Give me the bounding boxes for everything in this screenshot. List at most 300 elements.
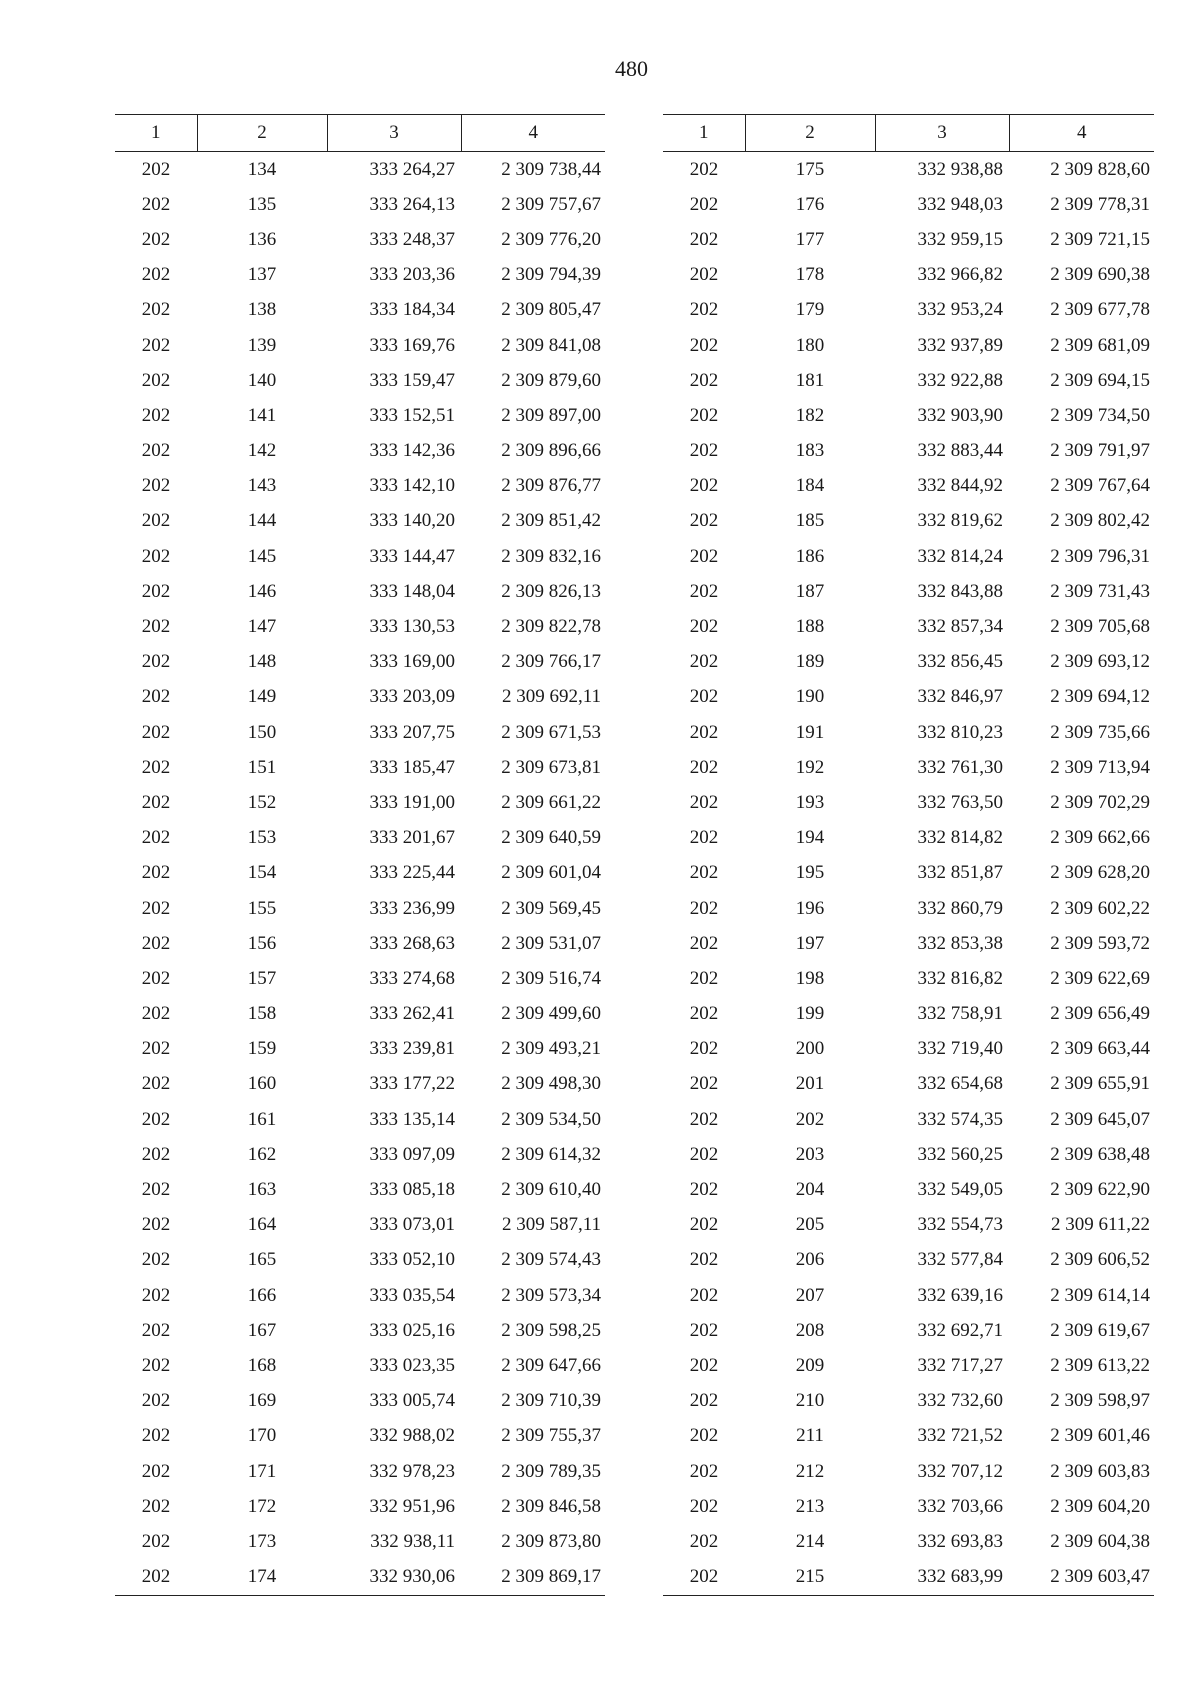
table-cell: 202: [689, 1143, 719, 1165]
table-row: [663, 222, 1154, 257]
table-cell: 143: [247, 475, 277, 497]
table-cell: 202: [141, 1460, 171, 1482]
table-cell: 2 309 755,37: [501, 1425, 601, 1447]
table-cell: 202: [689, 1179, 719, 1201]
table-row: [663, 574, 1154, 609]
table-cell: 171: [247, 1460, 277, 1482]
table-cell: 202: [141, 1108, 171, 1130]
table-cell: 332 693,83: [917, 1530, 1003, 1552]
table-cell: 178: [795, 264, 825, 286]
table-cell: 332 721,52: [917, 1425, 1003, 1447]
table-cell: 183: [795, 440, 825, 462]
column-header: 3: [875, 115, 1009, 152]
table-cell: 332 639,16: [917, 1284, 1003, 1306]
table-row: [663, 187, 1154, 222]
table-row: [663, 821, 1154, 856]
table-cell: 2 309 690,38: [1050, 264, 1150, 286]
table-cell: 2 309 655,91: [1050, 1073, 1150, 1095]
table-cell: 202: [141, 616, 171, 638]
table-cell: 2 309 498,30: [501, 1073, 601, 1095]
table-cell: 138: [247, 299, 277, 321]
table-cell: 333 052,10: [369, 1249, 455, 1271]
table-cell: 197: [795, 932, 825, 954]
table-cell: 2 309 822,78: [501, 616, 601, 638]
table-cell: 159: [247, 1038, 277, 1060]
table-cell: 135: [247, 193, 277, 215]
table-cell: 2 309 693,12: [1050, 651, 1150, 673]
table-cell: 333 262,41: [369, 1003, 455, 1025]
table-row: [663, 152, 1154, 188]
table-cell: 2 309 663,44: [1050, 1038, 1150, 1060]
table-row: [663, 258, 1154, 293]
table-cell: 2 309 622,69: [1050, 967, 1150, 989]
table-cell: 2 309 805,47: [501, 299, 601, 321]
table-cell: 201: [795, 1073, 825, 1095]
table-row: [115, 434, 605, 469]
table-cell: 333 236,99: [369, 897, 455, 919]
table-cell: 157: [247, 967, 277, 989]
table-cell: 2 309 619,67: [1050, 1319, 1150, 1341]
table-cell: 332 851,87: [917, 862, 1003, 884]
table-cell: 2 309 673,81: [501, 756, 601, 778]
table-cell: 2 309 662,66: [1050, 827, 1150, 849]
table-cell: 333 203,09: [369, 686, 455, 708]
table-cell: 333 207,75: [369, 721, 455, 743]
table-cell: 332 717,27: [917, 1354, 1003, 1376]
coordinates-table-left: [115, 114, 605, 1596]
table-row: [663, 1384, 1154, 1419]
table-row: [115, 785, 605, 820]
table-cell: 198: [795, 967, 825, 989]
table-cell: 204: [795, 1179, 825, 1201]
table-cell: 202: [141, 1073, 171, 1095]
table-cell: 202: [141, 1319, 171, 1341]
table-cell: 2 309 692,11: [501, 686, 601, 708]
table-cell: 185: [795, 510, 825, 532]
table-cell: 332 554,73: [917, 1214, 1003, 1236]
table-cell: 190: [795, 686, 825, 708]
table-cell: 202: [689, 404, 719, 426]
table-cell: 202: [689, 580, 719, 602]
table-cell: 202: [689, 1425, 719, 1447]
table-cell: 332 959,15: [917, 228, 1003, 250]
table-cell: 2 309 645,07: [1050, 1108, 1150, 1130]
table-cell: 2 309 604,20: [1050, 1495, 1150, 1517]
table-cell: 187: [795, 580, 825, 602]
table-row: [663, 1102, 1154, 1137]
table-cell: 2 309 796,31: [1050, 545, 1150, 567]
table-cell: 202: [689, 756, 719, 778]
table-cell: 169: [247, 1390, 277, 1412]
table-cell: 2 309 640,59: [501, 827, 601, 849]
table-cell: 202: [141, 193, 171, 215]
table-cell: 2 309 767,64: [1050, 475, 1150, 497]
table-row: [663, 680, 1154, 715]
table-cell: 2 309 896,66: [501, 440, 601, 462]
table-row: [115, 680, 605, 715]
table-cell: 205: [795, 1214, 825, 1236]
table-cell: 162: [247, 1143, 277, 1165]
table-cell: 2 309 869,17: [461, 1560, 605, 1596]
table-cell: 2 309 603,47: [1009, 1560, 1154, 1596]
table-row: [115, 1137, 605, 1172]
table-cell: 202: [141, 1179, 171, 1201]
table-cell: 2 309 598,97: [1050, 1390, 1150, 1412]
table-cell: 200: [795, 1038, 825, 1060]
table-cell: 214: [795, 1530, 825, 1552]
table-cell: 332 819,62: [917, 510, 1003, 532]
table-cell: 156: [247, 932, 277, 954]
table-row: [663, 1067, 1154, 1102]
table-cell: 332 938,88: [917, 158, 1003, 180]
table-cell: 333 264,13: [369, 193, 455, 215]
table-cell: 2 309 601,46: [1050, 1425, 1150, 1447]
table-cell: 332 560,25: [917, 1143, 1003, 1165]
table-cell: 191: [795, 721, 825, 743]
table-cell: 202: [141, 1003, 171, 1025]
table-row: [115, 891, 605, 926]
table-cell: 202: [689, 158, 719, 180]
table-row: [663, 1137, 1154, 1172]
table-cell: 149: [247, 686, 277, 708]
table-cell: 2 309 694,12: [1050, 686, 1150, 708]
table-cell: 2 309 603,83: [1050, 1460, 1150, 1482]
table-cell: 2 309 876,77: [501, 475, 601, 497]
table-cell: 2 309 766,17: [501, 651, 601, 673]
table-row: [115, 1278, 605, 1313]
table-row: [115, 715, 605, 750]
table-cell: 202: [141, 651, 171, 673]
table-cell: 332 853,38: [917, 932, 1003, 954]
coordinates-table-right: [663, 114, 1154, 1596]
table-row: [663, 1208, 1154, 1243]
table-cell: 202: [689, 1214, 719, 1236]
table-cell: 203: [795, 1143, 825, 1165]
table-cell: 163: [247, 1179, 277, 1201]
table-cell: 332 938,11: [370, 1530, 455, 1552]
table-cell: 333 144,47: [369, 545, 455, 567]
table-cell: 332 549,05: [917, 1179, 1003, 1201]
table-cell: 332 978,23: [369, 1460, 455, 1482]
table-cell: 2 309 846,58: [501, 1495, 601, 1517]
table-cell: 142: [247, 440, 277, 462]
table-header-row: [115, 115, 605, 152]
table-row: [115, 961, 605, 996]
table-cell: 188: [795, 616, 825, 638]
table-row: [115, 1032, 605, 1067]
table-cell: 202: [141, 1530, 171, 1552]
table-cell: 160: [247, 1073, 277, 1095]
table-cell: 332 707,12: [917, 1460, 1003, 1482]
table-cell: 202: [689, 475, 719, 497]
table-cell: 333 035,54: [369, 1284, 455, 1306]
table-cell: 332 703,66: [917, 1495, 1003, 1517]
table-cell: 332 953,24: [917, 299, 1003, 321]
table-row: [663, 1419, 1154, 1454]
table-cell: 202: [141, 580, 171, 602]
table-cell: 202: [141, 967, 171, 989]
table-cell: 2 309 735,66: [1050, 721, 1150, 743]
table-row: [115, 187, 605, 222]
table-cell: 202: [689, 1073, 719, 1095]
table-cell: 332 577,84: [917, 1249, 1003, 1271]
table-cell: 2 309 802,42: [1050, 510, 1150, 532]
table-row: [115, 1489, 605, 1524]
column-header: 1: [663, 115, 745, 152]
column-header: 1: [115, 115, 197, 152]
table-cell: 333 268,63: [369, 932, 455, 954]
table-row: [663, 785, 1154, 820]
table-cell: 202: [141, 475, 171, 497]
column-header: 2: [745, 115, 875, 152]
table-cell: 2 309 574,43: [501, 1249, 601, 1271]
table-cell: 136: [247, 228, 277, 250]
table-cell: 202: [141, 932, 171, 954]
table-cell: 206: [795, 1249, 825, 1271]
table-cell: 202: [141, 440, 171, 462]
table-row: [663, 645, 1154, 680]
table-cell: 333 191,00: [369, 791, 455, 813]
table-cell: 2 309 841,08: [501, 334, 601, 356]
table-cell: 2 309 593,72: [1050, 932, 1150, 954]
table-row: [663, 1032, 1154, 1067]
table-cell: 155: [247, 897, 277, 919]
table-cell: 211: [796, 1425, 824, 1447]
table-row: [663, 504, 1154, 539]
table-cell: 2 309 598,25: [501, 1319, 601, 1341]
table-cell: 2 309 613,22: [1050, 1354, 1150, 1376]
table-cell: 202: [689, 193, 719, 215]
table-row: [115, 293, 605, 328]
table-row: [663, 1278, 1154, 1313]
table-row: [115, 926, 605, 961]
table-cell: 202: [689, 1284, 719, 1306]
table-cell: 332 683,99: [875, 1560, 1009, 1596]
table-cell: 333 130,53: [369, 616, 455, 638]
table-cell: 215: [745, 1560, 875, 1596]
table-cell: 333 177,22: [369, 1073, 455, 1095]
table-cell: 186: [795, 545, 825, 567]
table-cell: 168: [247, 1354, 277, 1376]
table-cell: 202: [689, 334, 719, 356]
table-row: [663, 1172, 1154, 1207]
table-cell: 2 309 602,22: [1050, 897, 1150, 919]
table-cell: 332 857,34: [917, 616, 1003, 638]
table-cell: 192: [795, 756, 825, 778]
table-cell: 2 309 606,52: [1050, 1249, 1150, 1271]
table-cell: 333 159,47: [369, 369, 455, 391]
table-cell: 202: [689, 1495, 719, 1517]
column-header: 4: [1009, 115, 1154, 152]
table-cell: 333 148,04: [369, 580, 455, 602]
table-cell: 202: [141, 1354, 171, 1376]
table-row: [663, 750, 1154, 785]
table-cell: 148: [247, 651, 277, 673]
table-cell: 2 309 573,34: [501, 1284, 601, 1306]
table-cell: 2 309 832,16: [501, 545, 601, 567]
table-cell: 174: [197, 1560, 327, 1596]
table-cell: 332 988,02: [369, 1425, 455, 1447]
table-row: [663, 434, 1154, 469]
table-cell: 166: [247, 1284, 277, 1306]
table-cell: 212: [795, 1460, 825, 1482]
table-cell: 2 309 873,80: [501, 1530, 601, 1552]
table-cell: 333 135,14: [369, 1108, 455, 1130]
table-row: [663, 961, 1154, 996]
table-row: [115, 645, 605, 680]
table-cell: 202: [141, 264, 171, 286]
table-row: [663, 715, 1154, 750]
table-row: [115, 1560, 605, 1596]
table-cell: 332 922,88: [917, 369, 1003, 391]
table-cell: 202: [141, 1284, 171, 1306]
table-row: [115, 856, 605, 891]
table-cell: 202: [689, 932, 719, 954]
table-cell: 333 142,10: [369, 475, 455, 497]
table-cell: 167: [247, 1319, 277, 1341]
table-cell: 2 309 879,60: [501, 369, 601, 391]
table-cell: 2 309 789,35: [501, 1460, 601, 1482]
table-cell: 332 574,35: [917, 1108, 1003, 1130]
table-cell: 2 309 531,07: [501, 932, 601, 954]
table-cell: 333 023,35: [369, 1354, 455, 1376]
table-cell: 207: [795, 1284, 825, 1306]
table-row: [115, 539, 605, 574]
table-body-left: [115, 152, 605, 1596]
table-cell: 2 309 721,15: [1050, 228, 1150, 250]
table-cell: 202: [141, 1390, 171, 1412]
table-cell: 151: [247, 756, 277, 778]
table-cell: 2 309 710,39: [501, 1390, 601, 1412]
table-cell: 202: [663, 1560, 745, 1596]
table-cell: 202: [689, 721, 719, 743]
table-cell: 181: [795, 369, 825, 391]
table-cell: 202: [141, 228, 171, 250]
table-cell: 2 309 622,90: [1050, 1179, 1150, 1201]
table-row: [663, 997, 1154, 1032]
table-cell: 213: [795, 1495, 825, 1517]
table-cell: 2 309 828,60: [1050, 158, 1150, 180]
table-row: [115, 1384, 605, 1419]
table-cell: 196: [795, 897, 825, 919]
table-cell: 333 073,01: [369, 1214, 455, 1236]
table-row: [115, 1454, 605, 1489]
table-cell: 202: [141, 1425, 171, 1447]
table-cell: 333 239,81: [369, 1038, 455, 1060]
table-cell: 333 203,36: [369, 264, 455, 286]
table-row: [115, 1348, 605, 1383]
table-cell: 2 309 702,29: [1050, 791, 1150, 813]
table-row: [115, 1419, 605, 1454]
table-cell: 2 309 791,97: [1050, 440, 1150, 462]
table-row: [115, 1208, 605, 1243]
table-cell: 332 732,60: [917, 1390, 1003, 1412]
table-cell: 2 309 493,21: [501, 1038, 601, 1060]
table-cell: 202: [689, 1003, 719, 1025]
table-cell: 332 763,50: [917, 791, 1003, 813]
table-cell: 137: [247, 264, 277, 286]
table-cell: 333 085,18: [369, 1179, 455, 1201]
table-cell: 333 248,37: [369, 228, 455, 250]
table-cell: 202: [689, 369, 719, 391]
table-cell: 202: [689, 510, 719, 532]
table-cell: 332 930,06: [327, 1560, 461, 1596]
table-cell: 2 309 661,22: [501, 791, 601, 813]
table-cell: 332 883,44: [917, 440, 1003, 462]
table-cell: 332 843,88: [917, 580, 1003, 602]
table-cell: 202: [689, 897, 719, 919]
table-cell: 202: [689, 299, 719, 321]
table-row: [115, 328, 605, 363]
page-number: 480: [615, 56, 648, 81]
table-cell: 202: [689, 791, 719, 813]
table-cell: 333 185,47: [369, 756, 455, 778]
table-cell: 2 309 734,50: [1050, 404, 1150, 426]
table-row: [663, 1489, 1154, 1524]
table-cell: 332 761,30: [917, 756, 1003, 778]
table-cell: 202: [141, 404, 171, 426]
table-row: [115, 821, 605, 856]
table-cell: 176: [795, 193, 825, 215]
table-cell: 202: [141, 510, 171, 532]
table-cell: 202: [689, 228, 719, 250]
table-cell: 202: [141, 334, 171, 356]
table-cell: 333 264,27: [369, 158, 455, 180]
table-cell: 139: [247, 334, 277, 356]
table-cell: 2 309 757,67: [501, 193, 601, 215]
table-cell: 333 140,20: [369, 510, 455, 532]
table-cell: 146: [247, 580, 277, 602]
table-cell: 202: [141, 756, 171, 778]
table-cell: 332 719,40: [917, 1038, 1003, 1060]
table-cell: 2 309 826,13: [501, 580, 601, 602]
table-row: [663, 1243, 1154, 1278]
table-cell: 2 309 776,20: [501, 228, 601, 250]
table-cell: 332 810,23: [917, 721, 1003, 743]
table-cell: 165: [247, 1249, 277, 1271]
table-cell: 173: [247, 1530, 277, 1552]
table-cell: 202: [141, 791, 171, 813]
table-cell: 333 225,44: [369, 862, 455, 884]
table-cell: 209: [795, 1354, 825, 1376]
table-cell: 2 309 705,68: [1050, 616, 1150, 638]
table-cell: 2 309 610,40: [501, 1179, 601, 1201]
table-cell: 2 309 638,48: [1050, 1143, 1150, 1165]
table-cell: 170: [247, 1425, 277, 1447]
table-cell: 154: [247, 862, 277, 884]
table-cell: 202: [141, 1214, 171, 1236]
table-cell: 2 309 681,09: [1050, 334, 1150, 356]
table-row: [663, 1348, 1154, 1383]
table-cell: 172: [247, 1495, 277, 1517]
table-cell: 184: [795, 475, 825, 497]
table-row: [663, 469, 1154, 504]
table-cell: 332 966,82: [917, 264, 1003, 286]
table-cell: 140: [247, 369, 277, 391]
table-cell: 202: [689, 827, 719, 849]
table-body-right: [663, 152, 1154, 1596]
table-cell: 2 309 604,38: [1050, 1530, 1150, 1552]
table-cell: 193: [795, 791, 825, 813]
table-row: [663, 891, 1154, 926]
table-row: [115, 504, 605, 539]
table-cell: 202: [689, 1354, 719, 1376]
table-cell: 202: [689, 686, 719, 708]
table-cell: 202: [689, 1249, 719, 1271]
table-cell: 202: [689, 1108, 719, 1130]
table-cell: 194: [795, 827, 825, 849]
table-cell: 2 309 738,44: [501, 158, 601, 180]
